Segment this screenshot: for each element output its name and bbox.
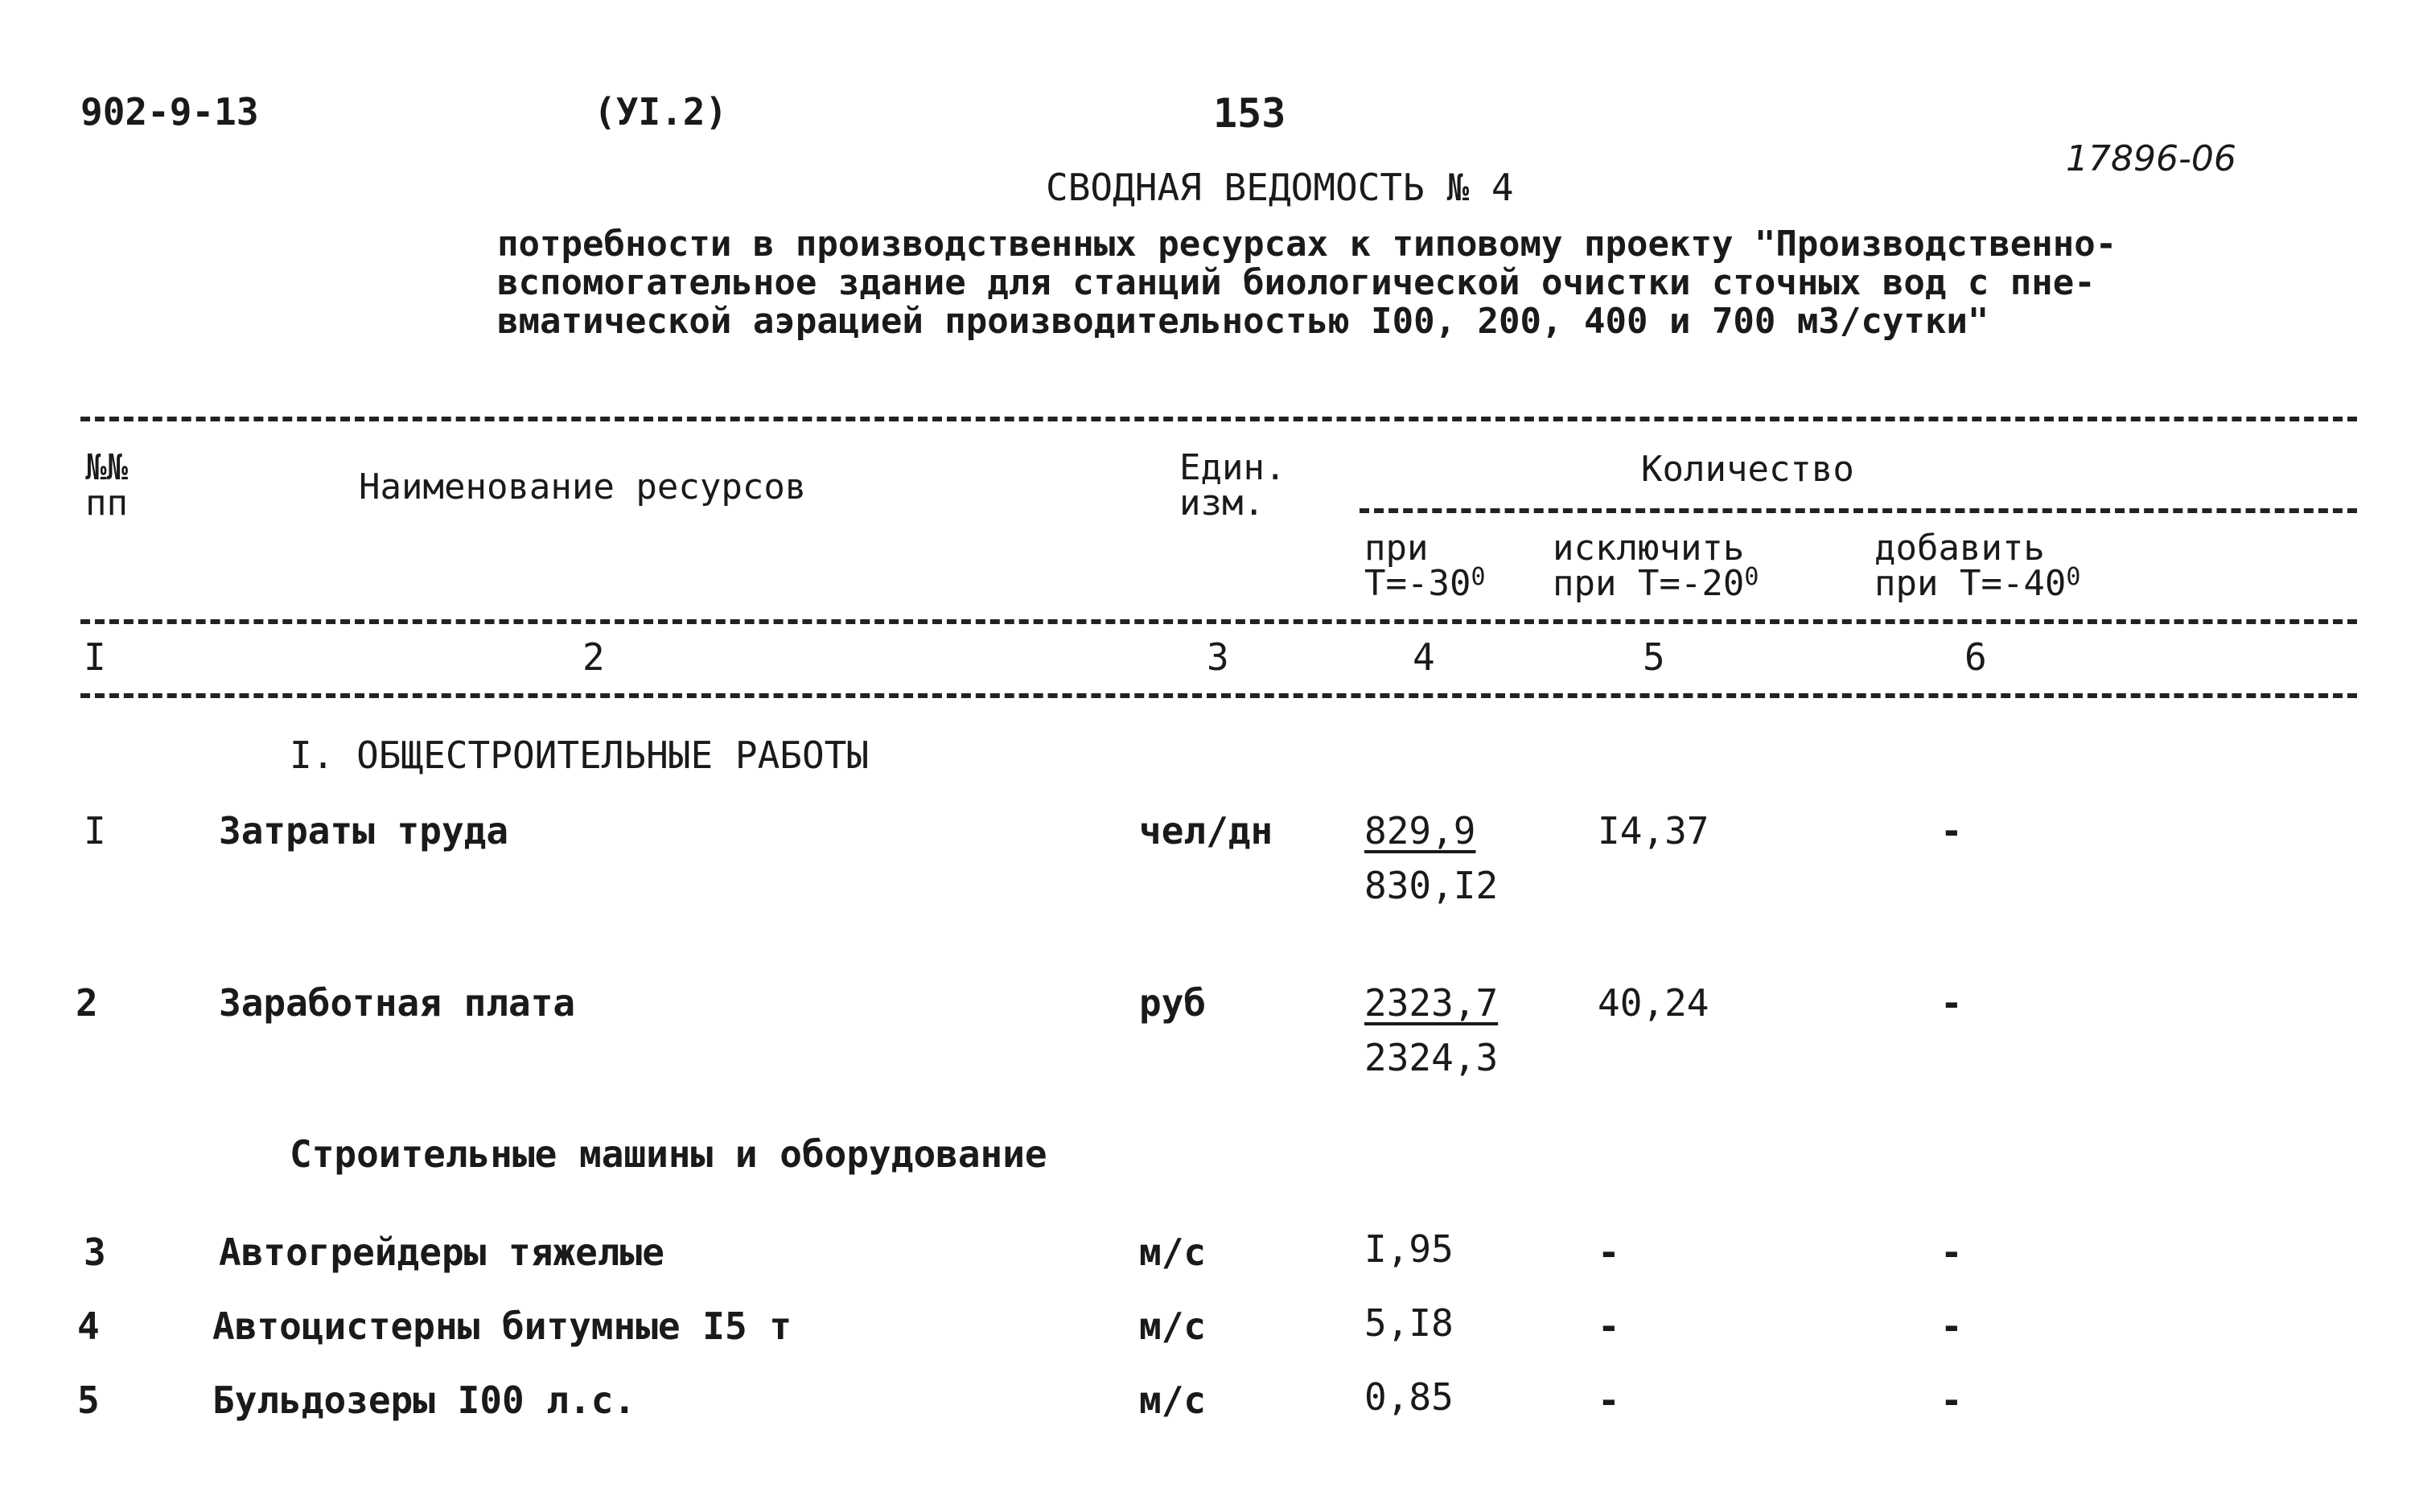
subtitle-line: вматической аэрацией производительностью I00, 200, 400 и 700 м3/сутки" bbox=[497, 301, 1989, 342]
header-resource-name: Наименование ресурсов bbox=[359, 466, 807, 507]
quantity-value: 0,85 bbox=[1364, 1375, 1454, 1419]
row-number: 4 bbox=[77, 1305, 100, 1348]
section-code: (УI.2) bbox=[594, 90, 728, 134]
header-num bbox=[85, 447, 128, 524]
quantity-value-top: 2323,7 bbox=[1364, 981, 1499, 1025]
add-value: - bbox=[1940, 1378, 1963, 1422]
header-q3-line2: при Т=-40 bbox=[1874, 563, 2067, 604]
resource-name: Бульдозеры I00 л.с. bbox=[212, 1378, 636, 1422]
subtitle-line: вспомогательное здание для станций биологической очистки сточных вод с пне- bbox=[497, 262, 2096, 303]
header-unit-line2: изм. bbox=[1179, 483, 1265, 524]
row-number: 5 bbox=[77, 1378, 100, 1422]
row-number: 3 bbox=[84, 1231, 106, 1274]
table-top-rule bbox=[80, 417, 2357, 421]
header-q2-line1: исключить bbox=[1553, 528, 1745, 569]
document-subtitle bbox=[497, 225, 2117, 341]
unit: м/с bbox=[1139, 1231, 1207, 1274]
column-number: 4 bbox=[1413, 635, 1435, 679]
row-number: I bbox=[84, 809, 106, 853]
quantity-value-top: 829,9 bbox=[1364, 809, 1476, 853]
add-value: - bbox=[1940, 1231, 1963, 1274]
header-q-exclude-minus20 bbox=[1553, 528, 1759, 604]
column-number: I bbox=[84, 635, 106, 679]
section-heading: Строительные машины и оборудование bbox=[290, 1132, 1047, 1176]
unit: м/с bbox=[1139, 1305, 1207, 1348]
quantity-value-bottom: 2324,3 bbox=[1364, 1036, 1499, 1079]
quantity-value: I,95 bbox=[1364, 1227, 1454, 1271]
header-num-line2: пп bbox=[85, 483, 128, 524]
degree-mark: 0 bbox=[2066, 563, 2081, 591]
document-title: СВОДНАЯ ВЕДОМОСТЬ № 4 bbox=[1046, 166, 1514, 209]
resource-name: Автоцистерны битумные I5 т bbox=[212, 1305, 792, 1348]
column-number: 3 bbox=[1207, 635, 1229, 679]
quantity-subheader-rule bbox=[1360, 508, 2357, 513]
column-number: 2 bbox=[582, 635, 605, 679]
add-value: - bbox=[1940, 809, 1963, 853]
header-q-at-minus30 bbox=[1364, 528, 1486, 604]
section-heading: I. ОБЩЕСТРОИТЕЛЬНЫЕ РАБОТЫ bbox=[290, 733, 870, 777]
header-q1-line1: при bbox=[1364, 528, 1429, 569]
exclude-value: - bbox=[1598, 1231, 1620, 1274]
row-number: 2 bbox=[76, 981, 98, 1025]
exclude-value: - bbox=[1598, 1378, 1620, 1422]
exclude-value: I4,37 bbox=[1598, 809, 1709, 853]
header-bottom-rule bbox=[80, 619, 2357, 624]
header-unit-line1: Един. bbox=[1179, 447, 1286, 488]
degree-mark: 0 bbox=[1744, 563, 1759, 591]
resource-name: Затраты труда bbox=[219, 809, 509, 853]
unit: руб bbox=[1139, 981, 1207, 1025]
quantity-value-bottom: 830,I2 bbox=[1364, 864, 1499, 907]
resource-name: Автогрейдеры тяжелые bbox=[219, 1231, 664, 1274]
column-numbers-rule bbox=[80, 693, 2357, 698]
column-number: 6 bbox=[1964, 635, 1987, 679]
header-quantity: Количество bbox=[1641, 449, 1854, 490]
header-q3-line1: добавить bbox=[1874, 528, 2045, 569]
header-q-add-minus40 bbox=[1874, 528, 2081, 604]
header-q1-line2: Т=-30 bbox=[1364, 563, 1471, 604]
quantity-value: 5,I8 bbox=[1364, 1301, 1454, 1345]
document-code: 902-9-13 bbox=[80, 90, 259, 134]
column-number: 5 bbox=[1643, 635, 1665, 679]
page-number: 153 bbox=[1213, 90, 1286, 137]
header-num-line1: №№ bbox=[85, 447, 128, 488]
header-unit bbox=[1179, 447, 1286, 524]
add-value: - bbox=[1940, 1305, 1963, 1348]
exclude-value: - bbox=[1598, 1305, 1620, 1348]
subtitle-line: потребности в производственных ресурсах к типовому проекту "Производственно- bbox=[497, 224, 2117, 265]
unit: чел/дн bbox=[1139, 809, 1273, 853]
exclude-value: 40,24 bbox=[1598, 981, 1709, 1025]
archive-number: 17896-06 bbox=[2066, 138, 2236, 179]
degree-mark: 0 bbox=[1471, 563, 1486, 591]
resource-name: Заработная плата bbox=[219, 981, 576, 1025]
header-q2-line2: при Т=-20 bbox=[1553, 563, 1745, 604]
add-value: - bbox=[1940, 981, 1963, 1025]
unit: м/с bbox=[1139, 1378, 1207, 1422]
